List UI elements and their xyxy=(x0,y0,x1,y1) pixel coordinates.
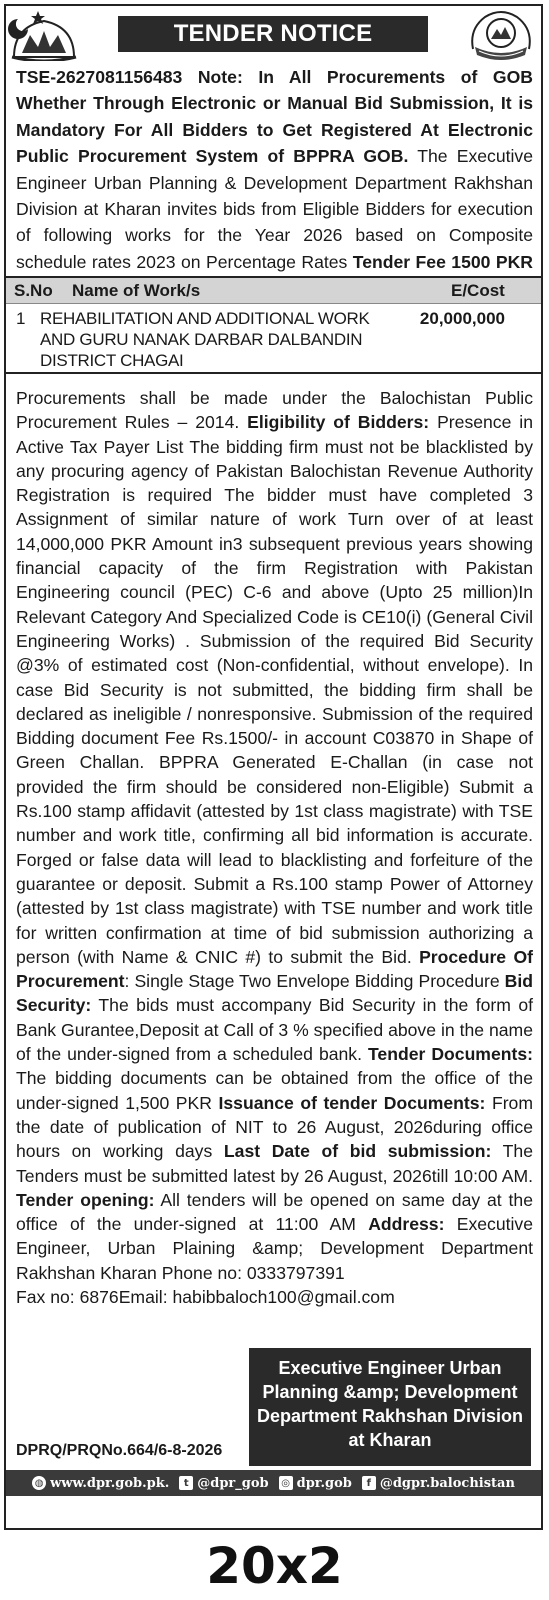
intro-text: The Executive Engineer Urban Planning & Development Department Rakhshan Division at Kharan invites bids from Eligible Bidders for execution of following works for the Year 2026 based on Composite schedule rates 2023 on Percentage Rates xyxy=(16,146,533,272)
eligibility-heading: Eligibility of Bidders: xyxy=(247,412,430,433)
balochistan-emblem-icon xyxy=(8,7,80,61)
social-bar xyxy=(6,1470,541,1496)
twitter-link[interactable] xyxy=(179,1476,268,1491)
header-sno: S.No xyxy=(14,280,53,300)
last-date-heading: Last Date of bid submission: xyxy=(223,1141,492,1162)
notice-header xyxy=(6,6,541,62)
mandatory-registration-note: TSE-2627081156483 Note: In All Procurements of GOB Whether Through Electronic or Manual Bid Submission, It is Mandatory For All Bidders to Get Registered At Electronic Public Procurement System of BPPRA GOB. xyxy=(16,67,533,167)
header-name-of-work: Name of Work/s xyxy=(72,280,201,300)
issuance-heading: Issuance of tender Documents: xyxy=(218,1092,486,1113)
procurement-rules-text: Procurements shall be made under the Balochistan Public Procurement Rules – 2014. xyxy=(16,388,533,433)
works-table xyxy=(6,276,541,374)
row-sno: 1 xyxy=(16,309,26,328)
tender-documents-heading: Tender Documents: xyxy=(367,1044,533,1065)
reference-number: DPRQ/PRQNo.664/6-8-2026 xyxy=(16,1442,223,1459)
fax-email-text: Fax no: 6876Email: habibbaloch100@gmail.com xyxy=(16,1286,395,1307)
notice-footer xyxy=(6,1348,541,1500)
bid-security-text: The bids must accompany Bid Security in the form of Bank Gurantee,Deposit at Call of 3 % specified above in the name of the under-signed from a scheduled bank. xyxy=(16,995,533,1065)
tender-notice xyxy=(4,4,543,1530)
facebook-link[interactable] xyxy=(362,1476,515,1491)
row-estimated-cost: 20,000,000 xyxy=(419,309,505,328)
works-table-header xyxy=(6,278,541,304)
globe-icon: ◍ xyxy=(32,1476,46,1490)
intro-paragraph xyxy=(6,62,541,276)
instagram-handle: dpr.gob xyxy=(296,1475,352,1491)
tender-conditions xyxy=(6,374,541,1348)
procedure-text: : Single Stage Two Envelope Bidding Procedure xyxy=(124,971,505,992)
signoff-block xyxy=(249,1348,531,1466)
instagram-link[interactable] xyxy=(279,1476,352,1491)
facebook-icon: f xyxy=(362,1476,376,1490)
tender-opening-text: All tenders will be opened on same day at the office of the under-signed at 11:00 AM xyxy=(16,1189,533,1235)
signoff-line: at Kharan xyxy=(348,1430,432,1450)
signoff-line: Planning &amp; Development xyxy=(262,1382,518,1402)
instagram-icon: ◎ xyxy=(279,1476,293,1490)
signoff-line: Executive Engineer Urban xyxy=(278,1358,502,1378)
table-row xyxy=(6,304,541,372)
ad-size-label: 20x2 xyxy=(206,1537,343,1595)
twitter-icon: t xyxy=(179,1476,193,1490)
address-text: Executive Engineer, Urban Plaining &amp; Development Department Rakhshan Kharan Phone no: 0333797391 xyxy=(16,1214,533,1283)
header-estimated-cost: E/Cost xyxy=(451,280,505,300)
issuance-text: From the date of publication of NIT to 26 August, 2026during office hours on working days xyxy=(16,1092,533,1162)
eligibility-text: Presence in Active Tax Payer List The bidding firm must not be blacklisted by any procuring agency of Pakistan Balochistan Revenue Authority Registration is required The bidder must have completed 3 Assignment of similar nature of work Turn over of at least 14,000,000 PKR Amount in3 subsequent previous years showing financial capacity of the firm Registration with Pakistan Engineering council (PEC) C-6 and above (Upto 25 million)In Relevant Category And Specialized Code is CE10(i) (General Civil Engineering Works) . Submission of the required Bid Security @3% of estimated cost (Non-confidential, without envelope). In case Bid Security is not submitted, the bidding firm shall be declared as ineligible / nonresponsive. Submission of the required Bidding document Fee Rs.1500/- in account C03870 in Shape of Green Challan. BPPRA Generated E-Challan (in case not provided the firm should be considered non-Eligible) Submit a Rs.100 stamp affidavit (attested by 1st class magistrate) with TSE number and work title, confirming all bid information is accurate. Forged or false data will lead to blacklisting and forfeiture of the guarantee or deposit. Submit a Rs.100 stamp Power of Attorney (attested by 1st class magistrate) with TSE number and work title for written confirmation at time of bid submission authorizing a person (with Name & CNIC #) to submit the Bid. xyxy=(16,412,533,967)
bid-security-heading: Bid Security: xyxy=(16,971,533,1016)
website-link[interactable] xyxy=(32,1476,169,1491)
tender-documents-text: The bidding documents can be obtained from the office of the under-signed 1,500 PKR xyxy=(16,1068,533,1113)
twitter-handle: @dpr_gob xyxy=(197,1475,269,1491)
procedure-heading: Procedure Of Procurement xyxy=(16,946,533,992)
tender-fee: Tender Fee 1500 PKR xyxy=(352,251,533,272)
dpr-emblem-icon xyxy=(465,7,537,61)
row-name-of-work: REHABILITATION AND ADDITIONAL WORK AND GURU NANAK DARBAR DALBANDIN DISTRICT CHAGAI xyxy=(40,309,370,370)
facebook-handle: @dgpr.balochistan xyxy=(379,1475,515,1491)
tender-opening-heading: Tender opening: xyxy=(16,1189,155,1210)
address-heading: Address: xyxy=(368,1214,445,1235)
website-text: www.dpr.gob.pk. xyxy=(50,1475,170,1491)
signoff-line: Department Rakhshan Division xyxy=(256,1406,524,1426)
notice-title: TENDER NOTICE xyxy=(118,16,428,52)
last-date-text: The Tenders must be submitted latest by 26 August, 2026till 10:00 AM. xyxy=(16,1141,533,1186)
